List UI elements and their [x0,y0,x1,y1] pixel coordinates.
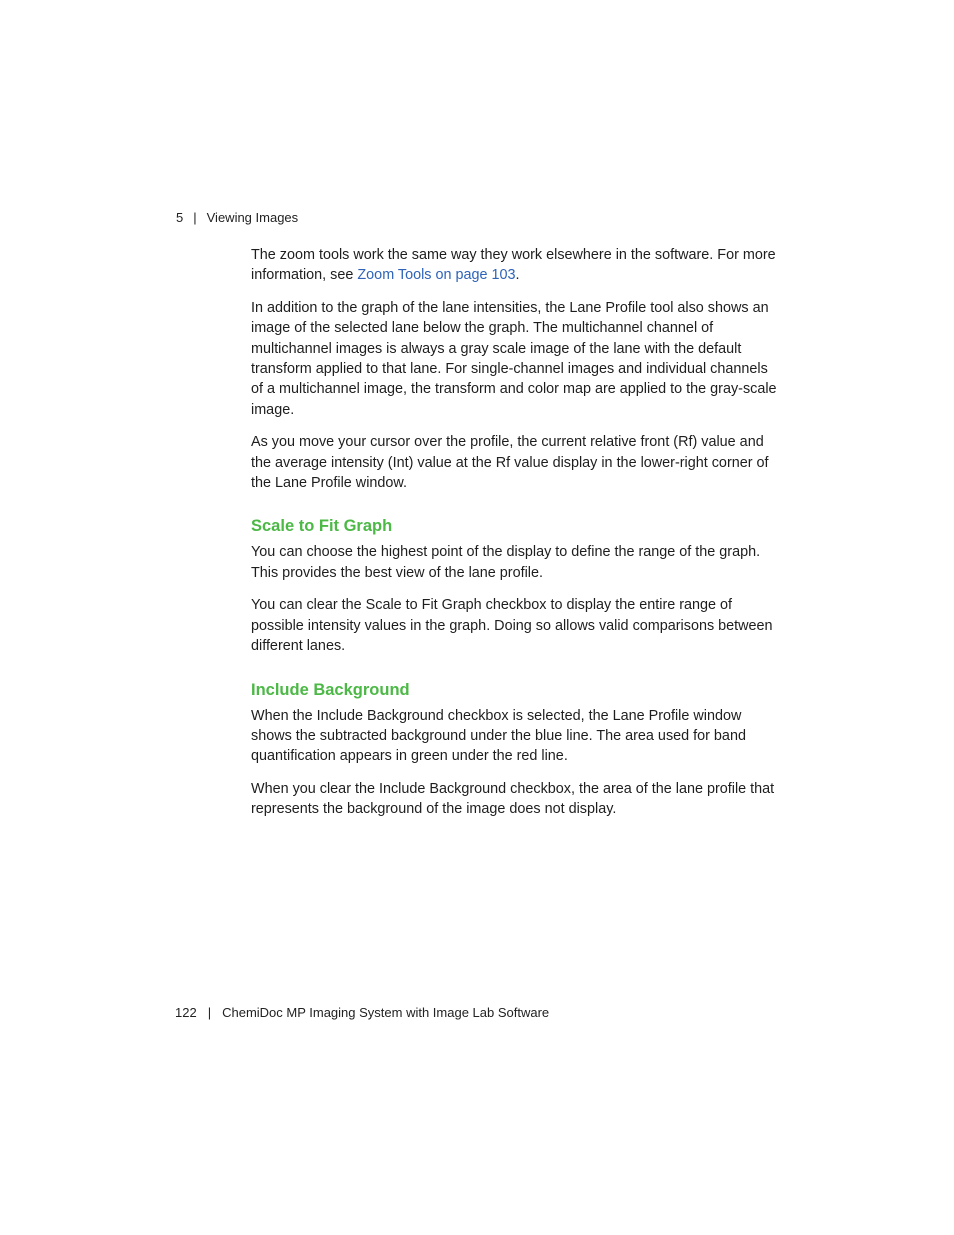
paragraph-cursor-rf: As you move your cursor over the profile, the current relative front (Rf) value and the average intensity (Int) value at the Rf value display in the lower-right corner of the Lane Profile window. [251,434,769,492]
footer-separator: | [207,1005,212,1020]
paragraph-punctuation: . [515,267,520,284]
cross-reference-link[interactable]: Zoom Tools on page 103 [357,267,516,284]
paragraph-background-selected: When the Include Background checkbox is selected, the Lane Profile window shows the subtracted background under the blue line. The area used for band quantification appears in green under the red line. [251,707,746,765]
chapter-title: Viewing Images [206,210,299,225]
page-content [251,245,777,832]
section-heading-include-background: Include Background [251,680,410,699]
book-title: ChemiDoc MP Imaging System with Image Lab Software [222,1005,550,1020]
paragraph-zoom-tools [251,245,777,286]
chapter-number: 5 [176,210,184,225]
paragraph-scale-highest-point: You can choose the highest point of the display to define the range of the graph. This provides the best view of the lane profile. [251,544,761,581]
section-heading-scale-to-fit: Scale to Fit Graph [251,517,393,536]
page-number: 122 [175,1005,197,1020]
header-separator: | [193,210,197,225]
page-footer [175,1005,549,1020]
paragraph-background-cleared: When you clear the Include Background checkbox, the area of the lane profile that represents the background of the image does not display. [251,780,775,818]
paragraph-text: The zoom tools work the same way they work elsewhere in the software. For more information, see [251,247,776,284]
running-header [176,210,298,225]
paragraph-scale-clear: You can clear the Scale to Fit Graph checkbox to display the entire range of possible intensity values in the graph. Doing so allows valid comparisons between different lanes. [251,597,773,655]
paragraph-lane-image: In addition to the graph of the lane intensities, the Lane Profile tool also shows an image of the selected lane below the graph. The multichannel channel of multichannel images is always a gray scale image of the lane with the default transform applied to that lane. For single-channel images and individual channels of a multichannel image, the transform and color map are applied to the gray-scale image. [251,299,777,418]
